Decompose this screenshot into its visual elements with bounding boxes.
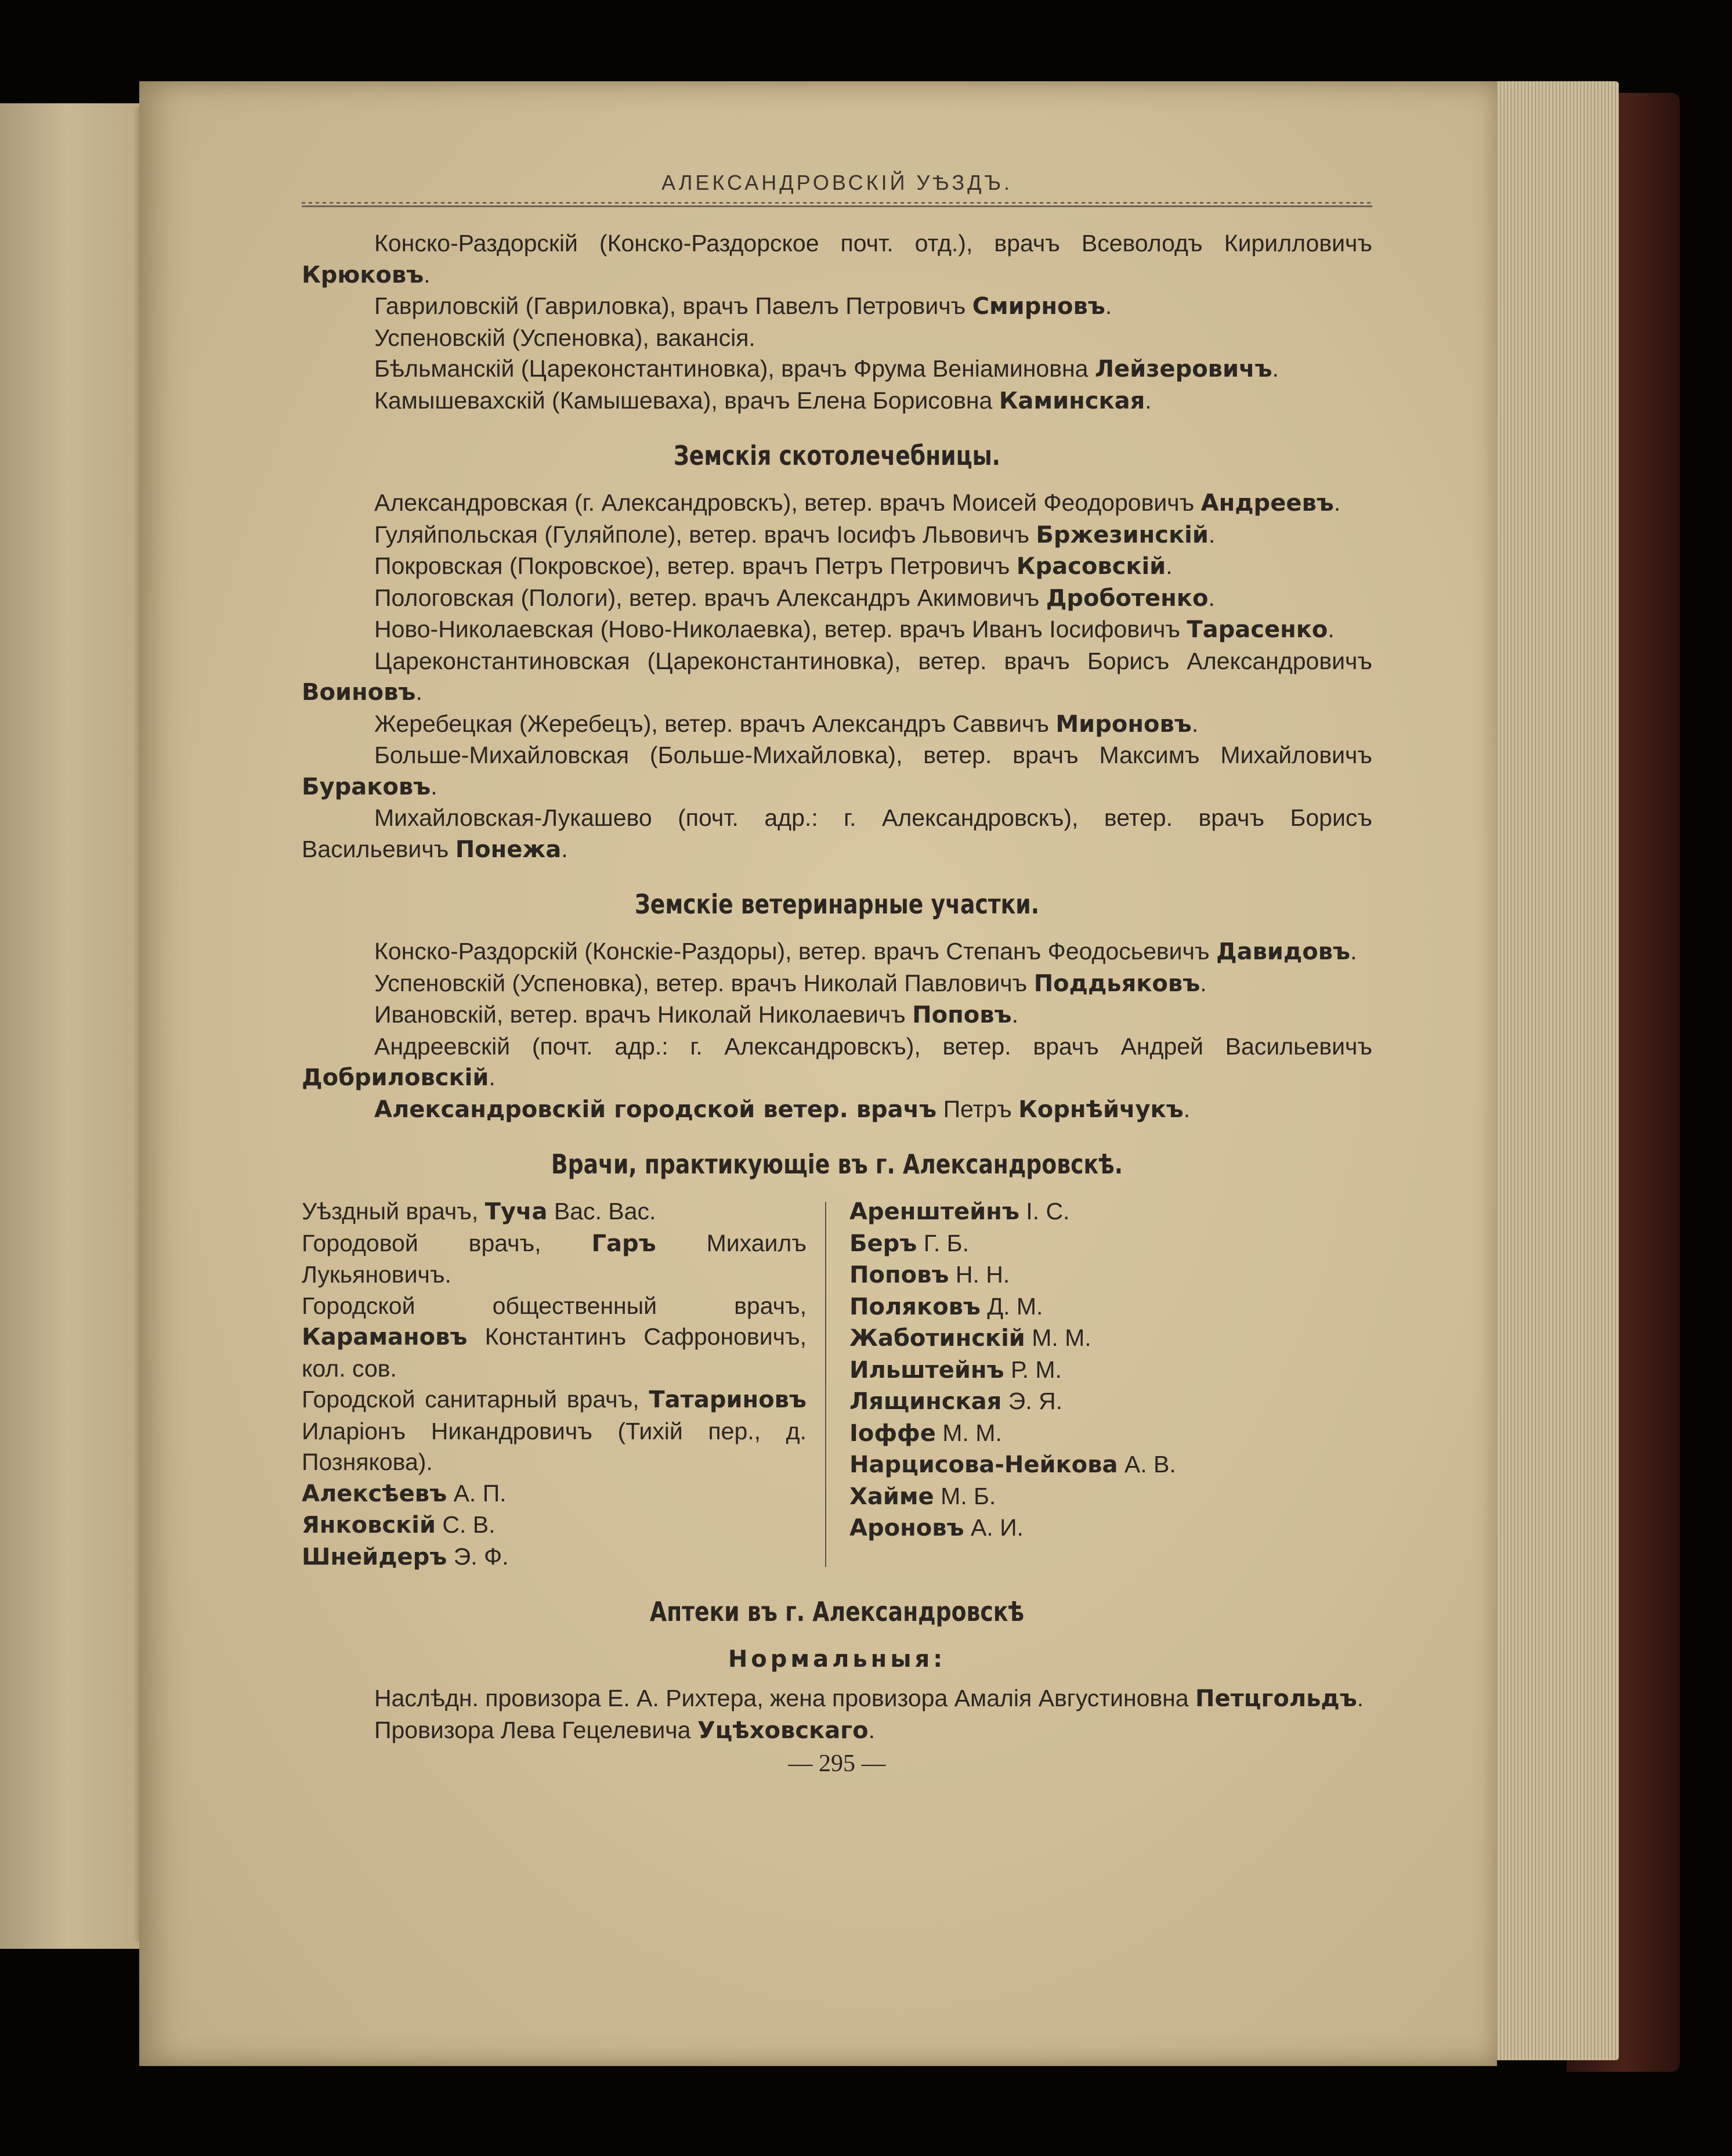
doctor-entry: [302, 1196, 807, 1228]
vet-districts-list: [302, 936, 1372, 1125]
doctor-entry: [849, 1386, 1372, 1418]
doctor-entry: [849, 1323, 1372, 1355]
entry-text: Пологовская (Пологи), ветер. врачъ Александръ Акимовичъ: [374, 584, 1046, 611]
entry-text: Конско-Раздорскій (Конскіе-Раздоры), ветер. врачъ Степанъ Феодосьевичъ: [374, 938, 1216, 965]
doctor-entry: [302, 1509, 807, 1541]
doctor-entry: [849, 1291, 1372, 1323]
doctor-initials: Р. М.: [1004, 1356, 1062, 1383]
entry-name: Каминская: [999, 387, 1145, 414]
entry-name: Поповъ: [912, 1002, 1012, 1028]
entry-text: Михайловская-Лукашево (почт. адр.: г. Александровскъ), ветер. врачъ Борисъ Васильевичъ: [302, 804, 1372, 862]
entry-text: Провизора Лева Гецелевича: [374, 1716, 697, 1743]
doctor-entry: [849, 1196, 1372, 1228]
doctor-initials: Д. М.: [980, 1292, 1043, 1320]
entry-text: Бѣльманскій (Цареконстантиновка), врачъ Фрума Веніаминовна: [374, 355, 1095, 382]
entry-text: Александровская (г. Александровскъ), ветер. врачъ Моисей Феодоровичъ: [374, 489, 1201, 516]
doctor-initials: А. В.: [1118, 1451, 1176, 1478]
section-heading-vet-hospitals: Земскія скотолечебницы.: [673, 440, 1001, 471]
entry-tail: .: [1145, 387, 1152, 414]
doctor-initials: Вас. Вас.: [547, 1198, 656, 1225]
doctor-initials: Константинъ Сафроновичъ, кол. сов.: [302, 1323, 807, 1382]
entry-name: Андреевъ: [1201, 490, 1334, 517]
entry: [302, 709, 1372, 741]
doctor-entry: [302, 1291, 807, 1385]
entry-text: Петръ: [936, 1095, 1019, 1122]
section-heading-practicing-doctors: Врачи, практикующіе въ г. Александровскѣ.: [551, 1149, 1123, 1180]
doctor-name: Жаботинскій: [849, 1325, 1025, 1352]
doctor-name: Беръ: [849, 1230, 917, 1257]
doctor-name: Поляковъ: [849, 1293, 981, 1320]
pharmacies-subheading: Нормальныя:: [728, 1646, 946, 1673]
entry-name: Уцѣховскаго: [697, 1717, 869, 1744]
doctor-initials: Э. Ф.: [447, 1543, 509, 1570]
entry-tail: .: [431, 772, 437, 800]
doctor-entry: [849, 1512, 1372, 1544]
doctor-title: Уѣздный врачъ,: [302, 1198, 485, 1225]
entry-tail: .: [868, 1716, 875, 1743]
doctor-name: Лящинская: [849, 1388, 1002, 1415]
entry-tail: .: [1166, 552, 1173, 579]
doctor-entry: [849, 1355, 1372, 1386]
doctor-title: Городской санитарный врачъ,: [302, 1386, 649, 1413]
entry-name: Бураковъ: [302, 773, 431, 800]
doctor-name: Нарцисова-Нейкова: [849, 1451, 1118, 1478]
entry-tail: .: [1011, 1001, 1019, 1028]
doctor-entry: [849, 1259, 1372, 1291]
entry-tail: .: [1200, 969, 1207, 996]
doctor-name: Іоффе: [849, 1420, 936, 1447]
entry: [302, 323, 1372, 354]
doctors-right-column: [849, 1196, 1372, 1573]
doctors-columns: [302, 1196, 1372, 1573]
top-entries: [302, 228, 1372, 417]
entry-name: Смирновъ: [972, 293, 1105, 320]
entry: [302, 646, 1372, 709]
entry: [302, 968, 1372, 1000]
entry: [302, 1683, 1372, 1715]
vet-hospitals-list: [302, 487, 1372, 865]
entry-tail: .: [1105, 292, 1112, 319]
entry-tail: .: [1350, 938, 1357, 965]
entry-name: Петцгольдъ: [1195, 1685, 1357, 1712]
entry: [302, 519, 1372, 551]
entry-name: Тарасенко: [1187, 616, 1328, 643]
entry: [302, 385, 1372, 417]
doctor-name: Шнейдеръ: [302, 1543, 447, 1570]
doctor-initials: Михаилъ Лукьяновичъ.: [302, 1229, 807, 1288]
doctor-initials: М. Б.: [934, 1482, 996, 1509]
entry-text: Андреевскій (почт. адр.: г. Александровскъ), ветер. врачъ Андрей Васильевичъ: [374, 1032, 1372, 1060]
entry-name: Поддьяковъ: [1033, 970, 1201, 997]
entry-text: Гавриловскій (Гавриловка), врачъ Павелъ Петровичъ: [374, 292, 972, 319]
entry-tail: .: [561, 835, 568, 862]
entry-tail: .: [1183, 1095, 1191, 1122]
section-heading-pharmacies: Аптеки въ г. Александровскѣ: [649, 1596, 1025, 1627]
entry: [302, 353, 1372, 385]
entry-text: Цареконстантиновская (Цареконстантиновка), ветер. врачъ Борисъ Александровичъ: [374, 647, 1372, 674]
doctor-initials: Г. Б.: [917, 1229, 969, 1256]
running-title: АЛЕКСАНДРОВСКІЙ УѢЗДЪ.: [661, 171, 1013, 194]
doctor-name: Гаръ: [591, 1230, 656, 1257]
entry-text: Гуляйпольская (Гуляйполе), ветер. врачъ Іосифъ Львовичъ: [374, 521, 1036, 548]
entry-tail: .: [1333, 489, 1341, 516]
doctor-initials: М. М.: [935, 1419, 1002, 1446]
entry-name: Понежа: [455, 836, 562, 863]
doctor-entry: [302, 1384, 807, 1478]
entry: [302, 291, 1372, 323]
city-vet-label: Александровскій городской ветер. врачъ: [374, 1096, 937, 1123]
entry: [302, 583, 1372, 615]
city-vet-entry: [302, 1094, 1372, 1126]
entry-text: Покровская (Покровское), ветер. врачъ Петръ Петровичъ: [374, 552, 1017, 579]
column-divider: [825, 1202, 826, 1567]
doctor-name: Ароновъ: [849, 1515, 964, 1541]
entry-name: Мироновъ: [1055, 710, 1192, 738]
entry: [302, 228, 1372, 291]
doctor-name: Туча: [484, 1198, 548, 1225]
header-rule: [302, 201, 1372, 207]
doctor-title: Городской общественный врачъ,: [302, 1292, 807, 1319]
doctor-initials: А. И.: [964, 1514, 1024, 1541]
entry: [302, 487, 1372, 519]
doctor-entry: [849, 1481, 1372, 1513]
entry-text: Ново-Николаевская (Ново-Николаевка), ветер. врачъ Иванъ Іосифовичъ: [374, 616, 1187, 642]
entry-tail: .: [489, 1064, 496, 1090]
entry-text: Успеновскій (Успеновка), вакансія.: [374, 324, 755, 351]
pharmacies-list: [302, 1683, 1372, 1746]
entry-text: Наслѣдн. провизора Е. А. Рихтера, жена провизора Амалія Августиновна: [374, 1685, 1196, 1711]
entry-tail: .: [1357, 1685, 1364, 1711]
doctor-initials: Иларіонъ Никандровичъ (Тихій пер., д. Познякова).: [302, 1417, 807, 1475]
entry: [302, 803, 1372, 865]
entry-tail: .: [1191, 710, 1199, 737]
entry-text: Конско-Раздорскій (Конско-Раздорское почт. отд.), врачъ Всеволодъ Кирилловичъ: [374, 230, 1372, 257]
doctor-entry: [302, 1228, 807, 1291]
doctor-entry: [302, 1541, 807, 1573]
entry-text: Успеновскій (Успеновка), ветер. врачъ Николай Павловичъ: [374, 969, 1034, 996]
entry-name: Воиновъ: [302, 679, 416, 706]
entry-name: Корнѣйчукъ: [1018, 1096, 1184, 1123]
doctor-name: Алексѣевъ: [302, 1480, 447, 1507]
entry-name: Бржезинскій: [1036, 521, 1209, 548]
entry-tail: .: [415, 678, 422, 705]
doctor-initials: С. В.: [435, 1511, 496, 1538]
doctor-entry: [849, 1228, 1372, 1260]
doctor-initials: Н. Н.: [949, 1261, 1010, 1288]
entry: [302, 551, 1372, 583]
doctor-initials: Э. Я.: [1001, 1388, 1062, 1414]
entry-tail: .: [1208, 521, 1216, 548]
doctor-name: Поповъ: [849, 1262, 949, 1288]
doctor-name: Карамановъ: [302, 1324, 468, 1350]
doctor-entry: [849, 1418, 1372, 1450]
entry: [302, 1031, 1372, 1094]
entry-text: Ивановскій, ветер. врачъ Николай Николаевичъ: [374, 1001, 913, 1028]
doctor-name: Аренштейнъ: [849, 1198, 1019, 1225]
doctor-name: Янковскій: [302, 1512, 436, 1539]
entry-name: Дроботенко: [1046, 584, 1209, 612]
entry-tail: .: [1328, 616, 1335, 642]
doctor-entry: [849, 1449, 1372, 1481]
entry-name: Давидовъ: [1216, 938, 1351, 965]
entry-text: Камышевахскій (Камышеваха), врачъ Елена Борисовна: [374, 387, 999, 414]
page-number: — 295 —: [788, 1750, 886, 1777]
entry: [302, 740, 1372, 803]
entry-tail: .: [1208, 584, 1215, 611]
entry-tail: .: [424, 261, 431, 288]
entry: [302, 614, 1372, 646]
page-content: [302, 168, 1372, 1780]
doctor-name: Хайме: [849, 1483, 934, 1510]
entry: [302, 936, 1372, 968]
entry: [302, 999, 1372, 1031]
section-heading-vet-districts: Земскіе ветеринарные участки.: [634, 889, 1040, 920]
doctor-name: Татариновъ: [649, 1386, 807, 1413]
doctor-name: Ильштейнъ: [849, 1356, 1004, 1384]
doctor-initials: М. М.: [1025, 1324, 1091, 1351]
entry-name: Крюковъ: [302, 261, 424, 288]
entry-name: Красовскій: [1016, 553, 1166, 580]
entry-text: Жеребецкая (Жеребецъ), ветер. врачъ Александръ Саввичъ: [374, 710, 1056, 737]
entry-tail: .: [1272, 355, 1279, 382]
doctor-entry: [302, 1478, 807, 1510]
doctor-initials: А. П.: [447, 1479, 507, 1507]
doctor-initials: І. С.: [1019, 1198, 1070, 1225]
entry-text: Больше-Михайловская (Больше-Михайловка), ветер. врачъ Максимъ Михайловичъ: [374, 742, 1372, 768]
entry: [302, 1715, 1372, 1747]
entry-name: Добриловскій: [302, 1064, 489, 1091]
doctors-left-column: [302, 1196, 819, 1573]
entry-name: Лейзеровичъ: [1094, 356, 1272, 382]
doctor-title: Городовой врачъ,: [302, 1229, 592, 1256]
